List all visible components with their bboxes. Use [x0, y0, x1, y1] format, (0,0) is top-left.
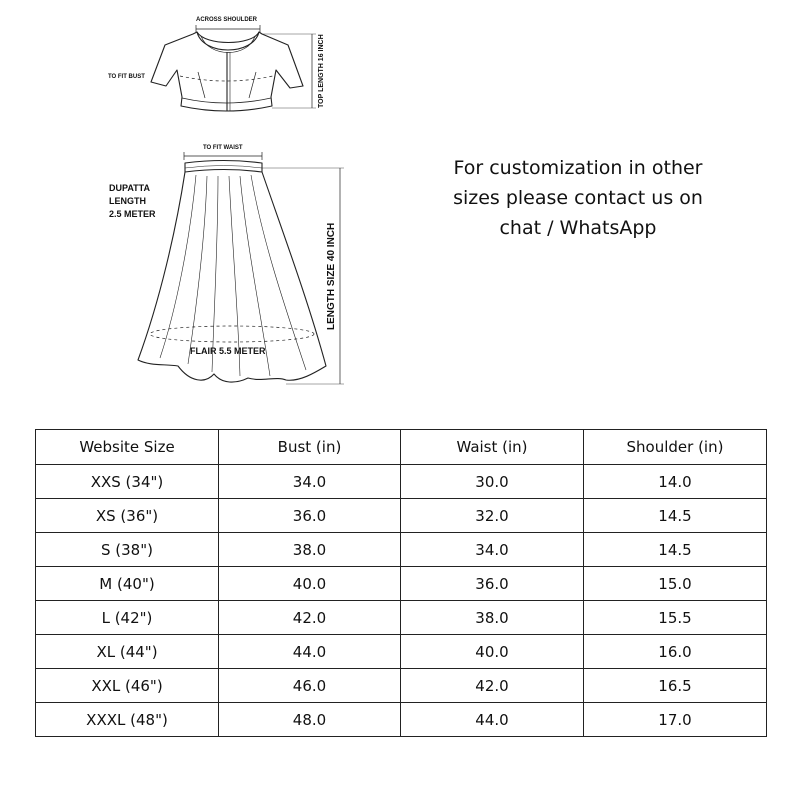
table-row: [36, 703, 767, 737]
table-row: [36, 465, 767, 499]
cell-waist: 44.0: [401, 703, 584, 737]
table-row: [36, 601, 767, 635]
cell-shoulder: 15.5: [584, 601, 767, 635]
table-row: [36, 499, 767, 533]
top-length-label: TOP LENGTH 16 INCH: [318, 34, 325, 108]
cell-size: XL (44"): [36, 635, 219, 669]
dupatta-label: [109, 182, 156, 221]
customization-note: [430, 153, 726, 243]
header-shoulder: Shoulder (in): [584, 430, 767, 465]
blouse-drawing: [151, 25, 316, 111]
dupatta-label-line3: 2.5 METER: [109, 209, 156, 219]
note-line-1: For customization in other: [453, 157, 703, 179]
table-row: [36, 635, 767, 669]
cell-size: S (38"): [36, 533, 219, 567]
to-fit-waist-label: TO FIT WAIST: [203, 145, 243, 151]
header-bust: Bust (in): [219, 430, 401, 465]
cell-bust: 36.0: [219, 499, 401, 533]
table-row: [36, 669, 767, 703]
to-fit-bust-label: TO FIT BUST: [108, 74, 145, 80]
cell-bust: 38.0: [219, 533, 401, 567]
cell-shoulder: 16.0: [584, 635, 767, 669]
cell-bust: 42.0: [219, 601, 401, 635]
across-shoulder-label: ACROSS SHOULDER: [196, 17, 258, 23]
cell-waist: 34.0: [401, 533, 584, 567]
cell-shoulder: 15.0: [584, 567, 767, 601]
cell-waist: 40.0: [401, 635, 584, 669]
header-waist: Waist (in): [401, 430, 584, 465]
length-size-label: LENGTH SIZE 40 INCH: [326, 222, 337, 330]
flair-label: FLAIR 5.5 METER: [190, 346, 266, 356]
header-website-size: Website Size: [36, 430, 219, 465]
table-header-row: [36, 430, 767, 465]
cell-size: XXXL (48"): [36, 703, 219, 737]
cell-bust: 34.0: [219, 465, 401, 499]
dupatta-label-line2: LENGTH: [109, 196, 146, 206]
cell-bust: 48.0: [219, 703, 401, 737]
cell-shoulder: 17.0: [584, 703, 767, 737]
cell-shoulder: 14.0: [584, 465, 767, 499]
note-line-3: chat / WhatsApp: [499, 217, 657, 239]
cell-size: M (40"): [36, 567, 219, 601]
cell-shoulder: 16.5: [584, 669, 767, 703]
cell-bust: 44.0: [219, 635, 401, 669]
cell-waist: 36.0: [401, 567, 584, 601]
cell-shoulder: 14.5: [584, 533, 767, 567]
cell-waist: 30.0: [401, 465, 584, 499]
cell-size: L (42"): [36, 601, 219, 635]
cell-bust: 46.0: [219, 669, 401, 703]
cell-bust: 40.0: [219, 567, 401, 601]
table-row: [36, 533, 767, 567]
dupatta-label-line1: DUPATTA: [109, 183, 150, 193]
cell-waist: 42.0: [401, 669, 584, 703]
cell-size: XS (36"): [36, 499, 219, 533]
cell-size: XXL (46"): [36, 669, 219, 703]
cell-size: XXS (34"): [36, 465, 219, 499]
cell-waist: 38.0: [401, 601, 584, 635]
cell-shoulder: 14.5: [584, 499, 767, 533]
size-chart-table: [35, 429, 767, 737]
cell-waist: 32.0: [401, 499, 584, 533]
note-line-2: sizes please contact us on: [453, 187, 703, 209]
table-row: [36, 567, 767, 601]
